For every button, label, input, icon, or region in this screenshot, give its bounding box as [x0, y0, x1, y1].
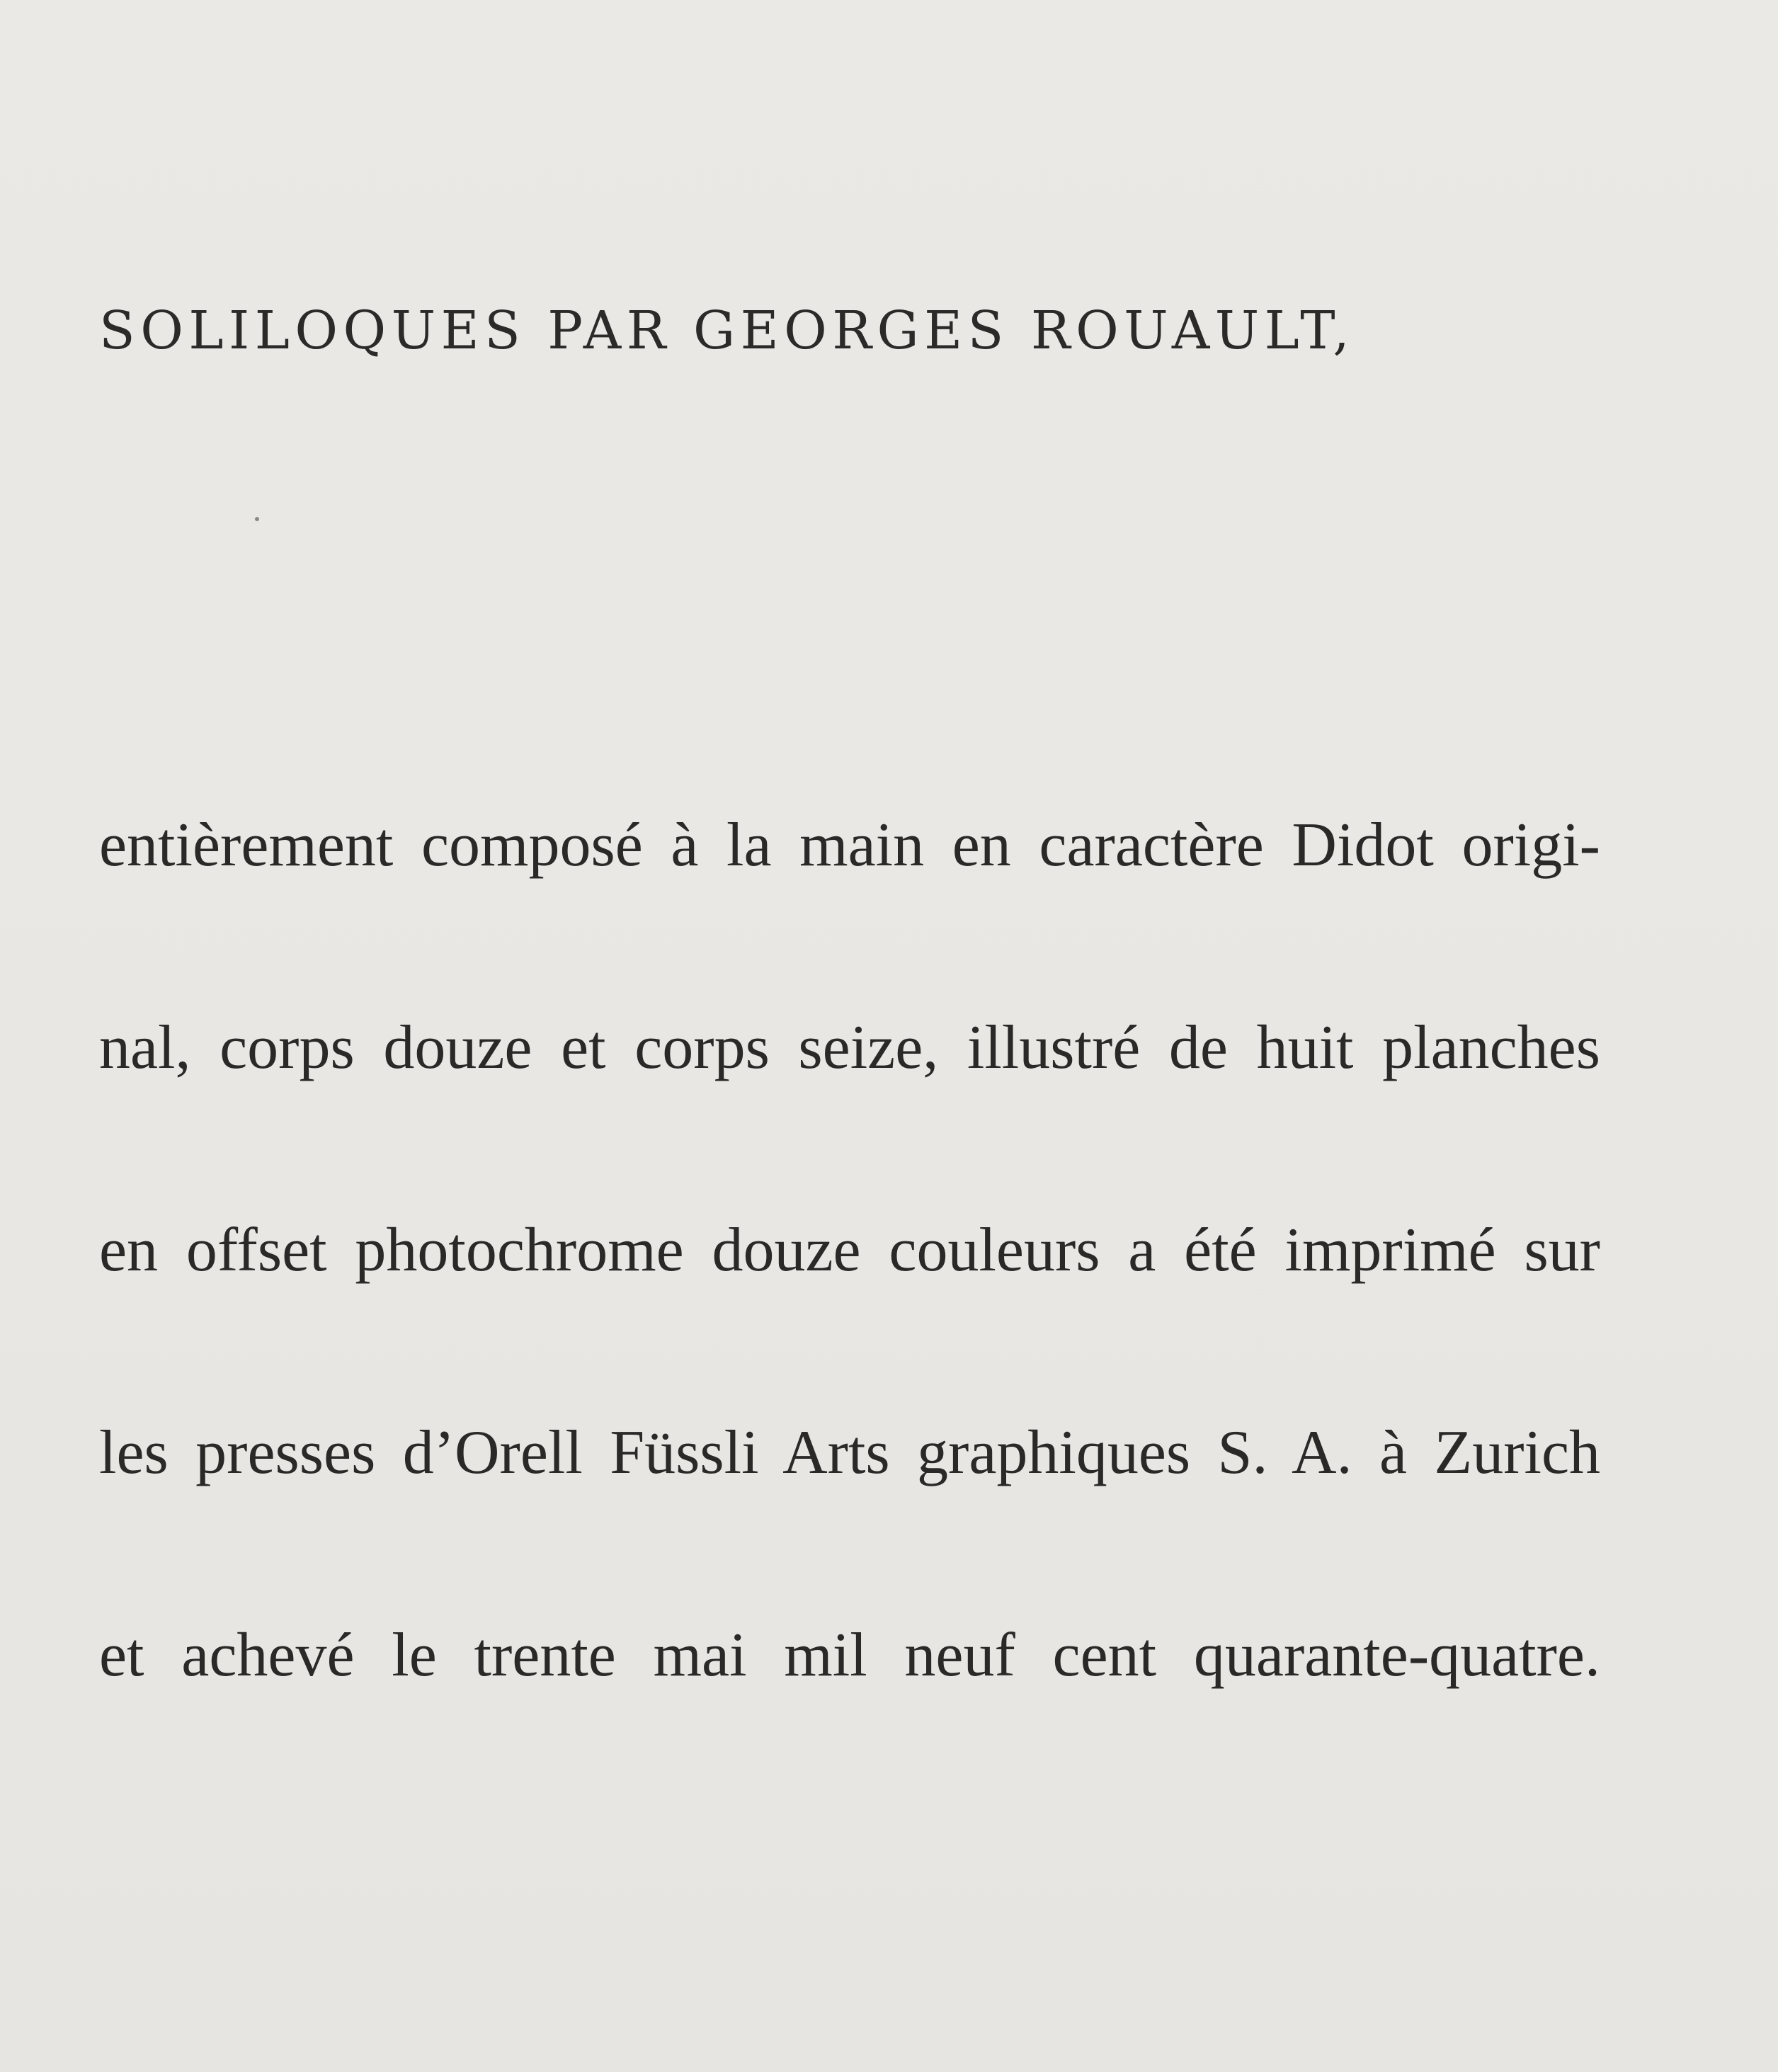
colophon-line: en offset photochrome douze couleurs a été imprimé sur: [99, 1216, 1600, 1285]
colophon-line: nal, corps douze et corps seize, illustré de huit planches: [99, 1013, 1600, 1082]
colophon-line: les presses d’Orell Füssli Arts graphiques S. A. à Zurich: [99, 1418, 1600, 1487]
page-title: SOLILOQUES PAR GEORGES ROUAULT,: [99, 300, 1355, 361]
colophon-text: [99, 811, 1600, 1690]
colophon-line: et achevé le trente mai mil neuf cent quarante-quatre.: [99, 1621, 1600, 1690]
paper-speck: [255, 517, 259, 521]
colophon-line: entièrement composé à la main en caractère Didot origi-: [99, 811, 1600, 880]
